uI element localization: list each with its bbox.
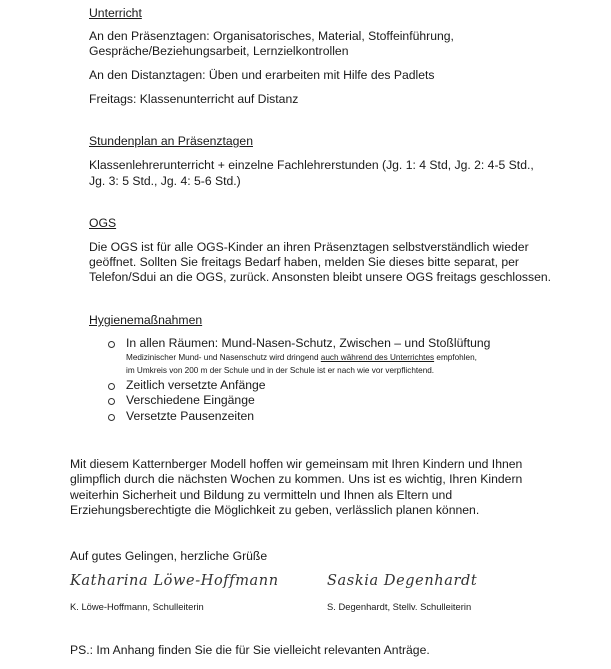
ogs-line: geöffnet. Sollten Sie freitags Bedarf haben, melden Sie dieses bitte separat, per [89,255,519,269]
hygiene-note-line: im Umkreis von 200 m der Schule und in der Schule ist er nach wie vor verpflichtend. [126,366,435,375]
signature-principal: Katharina Löwe-Hoffmann [70,573,279,589]
hygiene-note-text: Medizinischer Mund- und Nasenschutz wird dringend [126,353,321,362]
hygiene-list-item: Zeitlich versetzte Anfänge [126,378,266,392]
bullet-circle-icon [108,414,115,421]
postscript: PS.: Im Anhang finden Sie die für Sie vielleicht relevanten Anträge. [70,643,430,657]
closing-line: glimpflich durch die nächsten Wochen zu kommen. Uns ist es wichtig, Ihren Kindern [70,472,523,486]
hygiene-note-line [126,351,477,364]
bullet-circle-icon [108,383,115,390]
section-heading-stundenplan: Stundenplan an Präsenztagen [89,134,253,148]
hygiene-list-item: Versetzte Pausenzeiten [126,409,255,423]
ogs-line: Telefon/Sdui an die OGS, zurück. Ansonsten bleibt unsere OGS freitags geschlossen. [89,270,552,284]
closing-line: Mit diesem Katternberger Modell hoffen wir gemeinsam mit Ihren Kindern und Ihnen [70,457,523,471]
hygiene-list-item: Verschiedene Eingänge [126,393,255,407]
section-heading-hygiene: Hygienemaßnahmen [89,313,203,327]
stundenplan-line: Jg. 3: 5 Std., Jg. 4: 5-6 Std.) [89,174,241,188]
closing-line: weiterhin Sicherheit und Bildung zu vermitteln und Ihnen als Eltern und [70,488,453,502]
bullet-circle-icon [108,341,115,348]
stundenplan-line: Klassenlehrerunterricht + einzelne Fachlehrerstunden (Jg. 1: 4 Std, Jg. 2: 4-5 Std., [89,158,534,172]
closing-line: Erziehungsberechtigte die Möglichkeit zu geben, verlässlich planen können. [70,503,480,517]
section-heading-unterricht: Unterricht [89,6,142,20]
signature-caption-principal: K. Löwe-Hoffmann, Schulleiterin [70,601,204,612]
hygiene-note-text: empfohlen, [434,353,477,362]
unterricht-distanz-text: An den Distanztagen: Üben und erarbeiten mit Hilfe des Padlets [89,68,435,82]
hygiene-note-emphasis: auch während des Unterrichtes [320,353,435,362]
greeting: Auf gutes Gelingen, herzliche Grüße [70,549,268,563]
ogs-line: Die OGS ist für alle OGS-Kinder an ihren Präsenztagen selbstverständlich wieder [89,240,529,254]
unterricht-paragraph-line: An den Präsenztagen: Organisatorisches, Material, Stoffeinführung, [89,29,454,43]
signature-caption-deputy: S. Degenhardt, Stellv. Schulleiterin [327,601,472,612]
unterricht-paragraph-line: Gespräche/Beziehungsarbeit, Lernzielkontrollen [89,44,349,58]
section-heading-ogs: OGS [89,216,117,230]
unterricht-freitags-text: Freitags: Klassenunterricht auf Distanz [89,92,299,106]
signature-deputy: Saskia Degenhardt [327,573,478,589]
bullet-circle-icon [108,398,115,405]
hygiene-list-item: In allen Räumen: Mund-Nasen-Schutz, Zwischen – und Stoßlüftung [126,336,491,350]
